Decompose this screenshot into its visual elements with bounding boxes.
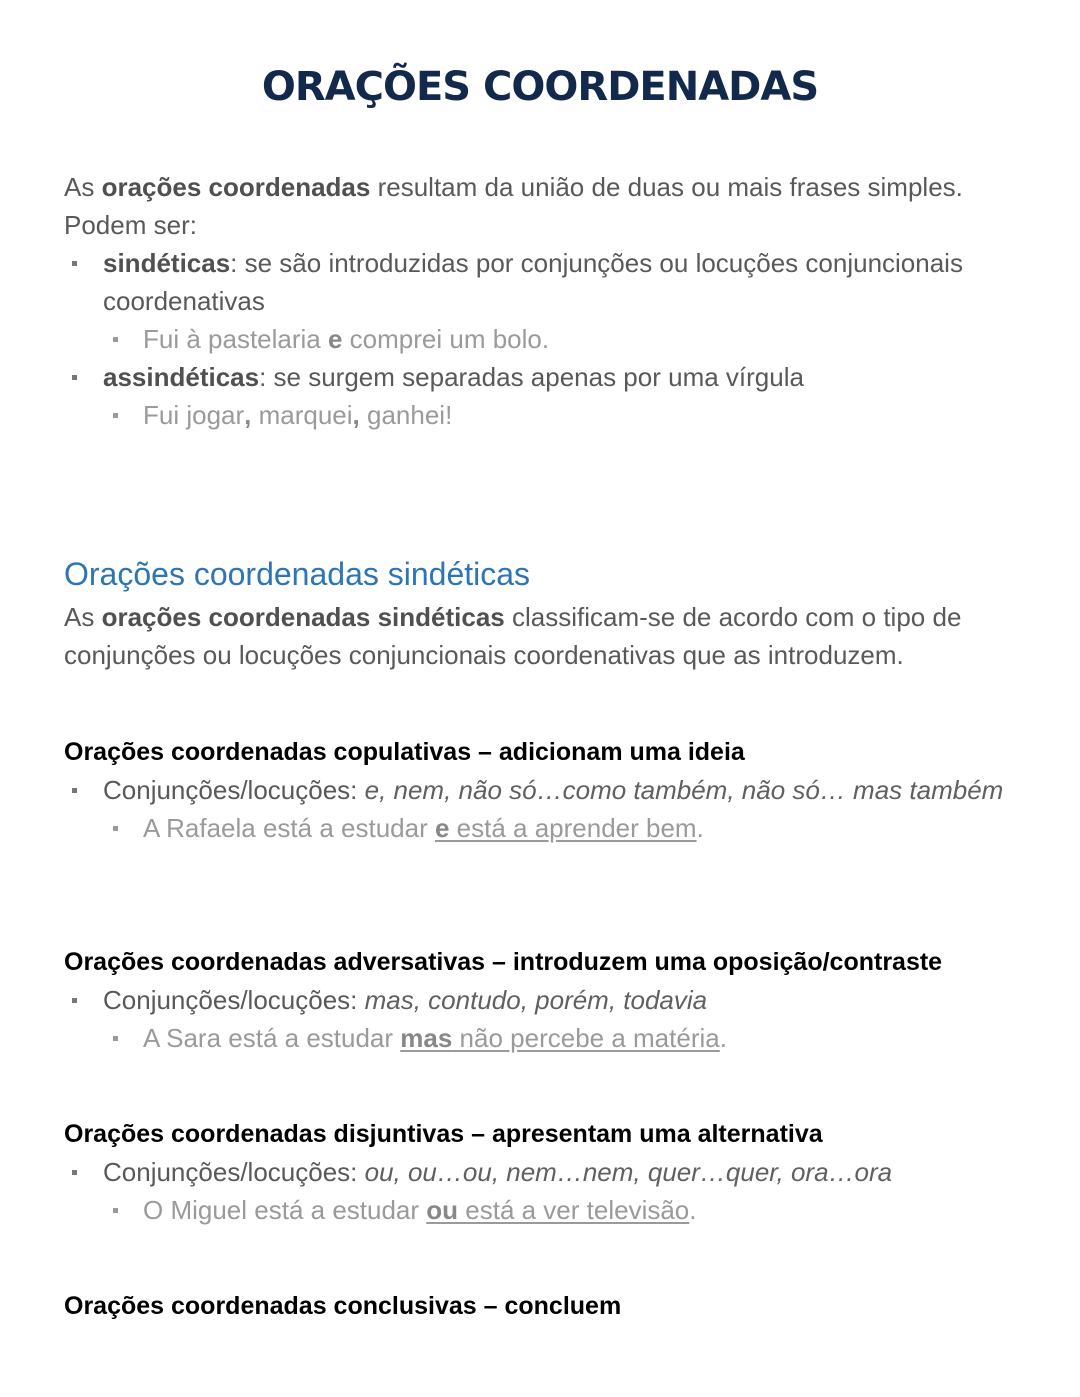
example-item: O Miguel está a estudar ou está a ver televisão.: [64, 1191, 1024, 1229]
page-title: ORAÇÕES COORDENADAS: [261, 64, 819, 110]
heading-adversativas: Orações coordenadas adversativas – introduzem uma oposição/contraste: [64, 948, 943, 976]
conj-item: Conjunções/locuções: mas, contudo, porém, todavia: [64, 981, 1024, 1019]
conj-item: Conjunções/locuções: e, nem, não só…como também, não só… mas também: [64, 771, 1024, 809]
example-item: A Sara está a estudar mas não percebe a matéria.: [64, 1019, 1024, 1057]
section-heading: Orações coordenadas sindéticas: [64, 556, 531, 592]
square-bullet-icon: [113, 1036, 118, 1041]
heading-conclusivas: Orações coordenadas conclusivas – concluem: [64, 1292, 622, 1320]
square-bullet-icon: [113, 826, 118, 831]
heading-copulativas: Orações coordenadas copulativas – adicionam uma ideia: [64, 738, 745, 766]
square-bullet-icon: [72, 261, 77, 266]
adversativas-list: [64, 981, 1024, 1057]
list-item-sindeticas: sindéticas: se são introduzidas por conjunções ou locuções conjuncionais coordenativas: [64, 244, 1024, 320]
square-bullet-icon: [72, 1170, 77, 1175]
heading-disjuntivas: Orações coordenadas disjuntivas – apresentam uma alternativa: [64, 1120, 823, 1148]
square-bullet-icon: [113, 413, 118, 418]
copulativas-list: [64, 771, 1024, 847]
intro-bold-term: orações coordenadas: [101, 172, 371, 202]
conj-item: Conjunções/locuções: ou, ou…ou, nem…nem, quer…quer, ora…ora: [64, 1153, 1024, 1191]
intro-list: [64, 244, 1024, 434]
square-bullet-icon: [113, 1208, 118, 1213]
list-item-assindeticas: assindéticas: se surgem separadas apenas por uma vírgula: [64, 358, 1024, 396]
section-paragraph: As orações coordenadas sindéticas classificam-se de acordo com o tipo de conjunções ou locuções conjuncionais coordenativas que as introduzem.: [64, 602, 962, 670]
square-bullet-icon: [72, 788, 77, 793]
intro-paragraph: As orações coordenadas resultam da união de duas ou mais frases simples. Podem ser:: [64, 172, 963, 240]
example-item: A Rafaela está a estudar e está a aprender bem.: [64, 809, 1024, 847]
square-bullet-icon: [72, 375, 77, 380]
disjuntivas-list: [64, 1153, 1024, 1229]
example-sindeticas: Fui à pastelaria e comprei um bolo.: [64, 320, 1024, 358]
square-bullet-icon: [72, 998, 77, 1003]
square-bullet-icon: [113, 337, 118, 342]
example-assindeticas: Fui jogar, marquei, ganhei!: [64, 396, 1024, 434]
